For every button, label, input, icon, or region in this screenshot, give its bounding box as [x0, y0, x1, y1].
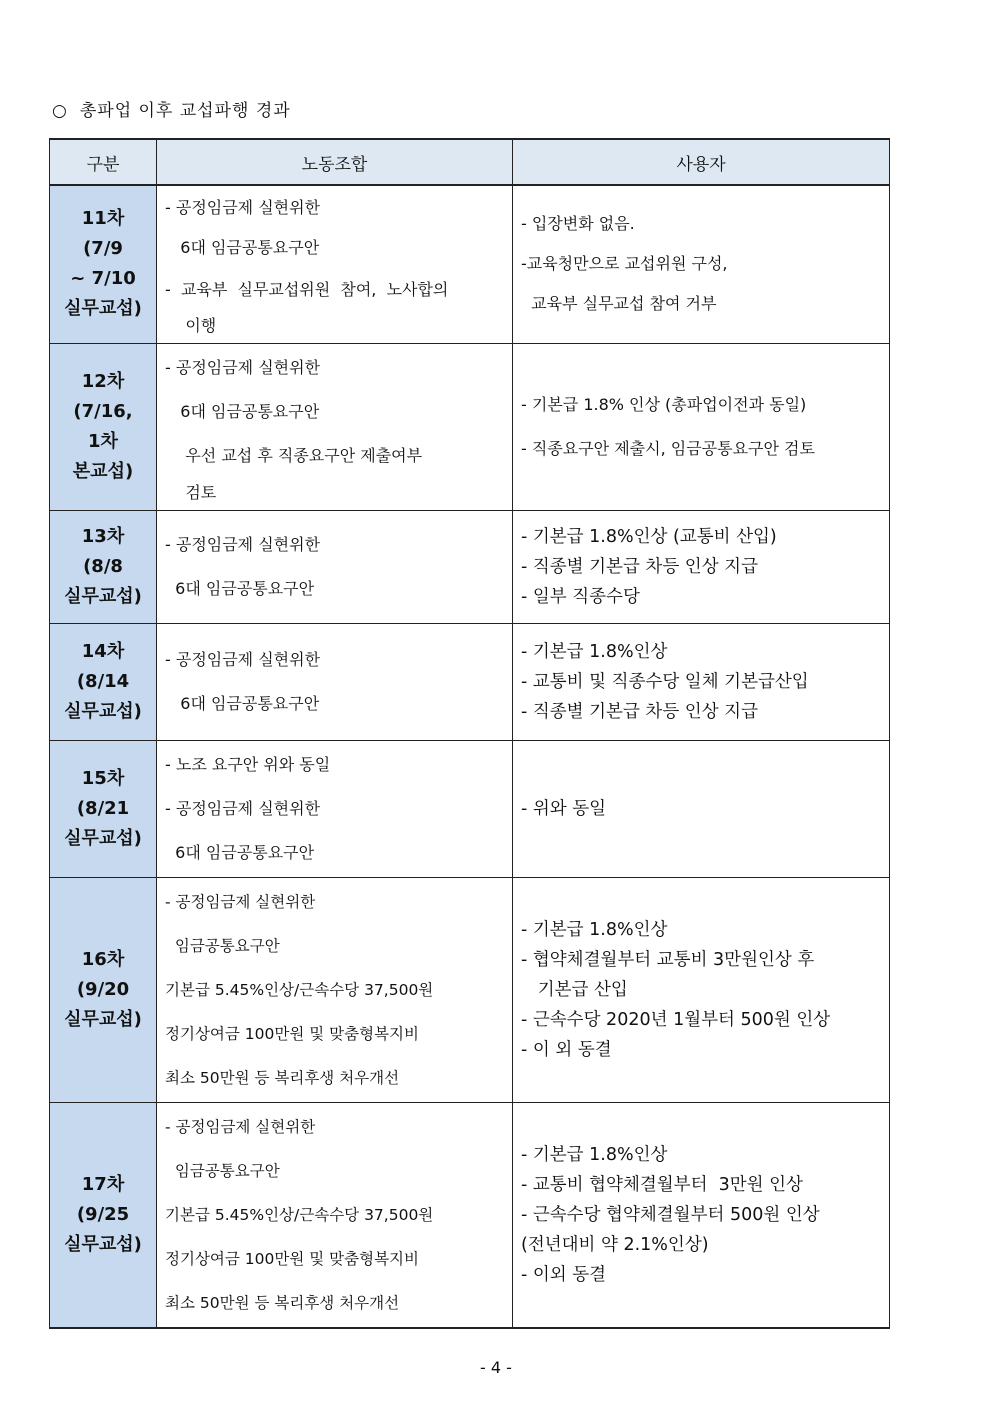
union-cell: - 공정임금제 실현위한 6대 임금공통요구안 우선 교섭 후 직종요구안 제출여부 검토 [157, 343, 513, 510]
table-row [50, 623, 890, 740]
employer-cell: - 입장변화 없음. -교육청만으로 교섭위원 구성, 교육부 실무교섭 참여 거부 [513, 185, 890, 343]
round-label: 11차 (7/9 ~ 7/10 실무교섭) [50, 185, 157, 343]
union-cell: - 공정임금제 실현위한 임금공통요구안 기본급 5.45%인상/근속수당 37,500원 정기상여금 100만원 및 맞춤형복지비 최소 50만원 등 복리후생 처우개선 [157, 877, 513, 1102]
section-heading [52, 96, 291, 121]
union-cell: - 공정임금제 실현위한 6대 임금공통요구안 - 교육부 실무교섭위원 참여, 노사합의 이행 [157, 185, 513, 343]
round-label: 14차 (8/14 실무교섭) [50, 623, 157, 740]
table-header-row [50, 139, 890, 185]
employer-cell: - 기본급 1.8%인상 - 교통비 및 직종수당 일체 기본급산입 - 직종별 기본급 차등 인상 지급 [513, 623, 890, 740]
union-cell: - 공정임금제 실현위한 6대 임금공통요구안 [157, 510, 513, 623]
circle-bullet-icon: ○ [52, 101, 68, 121]
table-row [50, 185, 890, 343]
table-row [50, 343, 890, 510]
union-cell: - 노조 요구안 위와 동일 - 공정임금제 실현위한 6대 임금공통요구안 [157, 740, 513, 877]
table-row [50, 877, 890, 1102]
round-label: 12차 (7/16, 1차 본교섭) [50, 343, 157, 510]
employer-cell: - 기본급 1.8%인상 - 협약체결월부터 교통비 3만원인상 후 기본급 산입 - 근속수당 2020년 1월부터 500원 인상 - 이 외 동결 [513, 877, 890, 1102]
employer-cell: - 기본급 1.8% 인상 (총파업이전과 동일) - 직종요구안 제출시, 임금공통요구안 검토 [513, 343, 890, 510]
negotiation-table [49, 138, 890, 1329]
table-row [50, 740, 890, 877]
header-union: 노동조합 [157, 139, 513, 185]
heading-text: 총파업 이후 교섭파행 경과 [79, 101, 291, 121]
page-number: - 4 - [480, 1358, 512, 1377]
header-category: 구분 [50, 139, 157, 185]
union-cell: - 공정임금제 실현위한 임금공통요구안 기본급 5.45%인상/근속수당 37,500원 정기상여금 100만원 및 맞춤형복지비 최소 50만원 등 복리후생 처우개선 [157, 1102, 513, 1328]
round-label: 17차 (9/25 실무교섭) [50, 1102, 157, 1328]
employer-cell: - 기본급 1.8%인상 - 교통비 협약체결월부터 3만원 인상 - 근속수당 협약체결월부터 500원 인상 (전년대비 약 2.1%인상) - 이외 동결 [513, 1102, 890, 1328]
table-row [50, 510, 890, 623]
union-cell: - 공정임금제 실현위한 6대 임금공통요구안 [157, 623, 513, 740]
table-row [50, 1102, 890, 1328]
round-label: 16차 (9/20 실무교섭) [50, 877, 157, 1102]
employer-cell: - 위와 동일 [513, 740, 890, 877]
header-employer: 사용자 [513, 139, 890, 185]
employer-cell: - 기본급 1.8%인상 (교통비 산입) - 직종별 기본급 차등 인상 지급 - 일부 직종수당 [513, 510, 890, 623]
round-label: 15차 (8/21 실무교섭) [50, 740, 157, 877]
round-label: 13차 (8/8 실무교섭) [50, 510, 157, 623]
